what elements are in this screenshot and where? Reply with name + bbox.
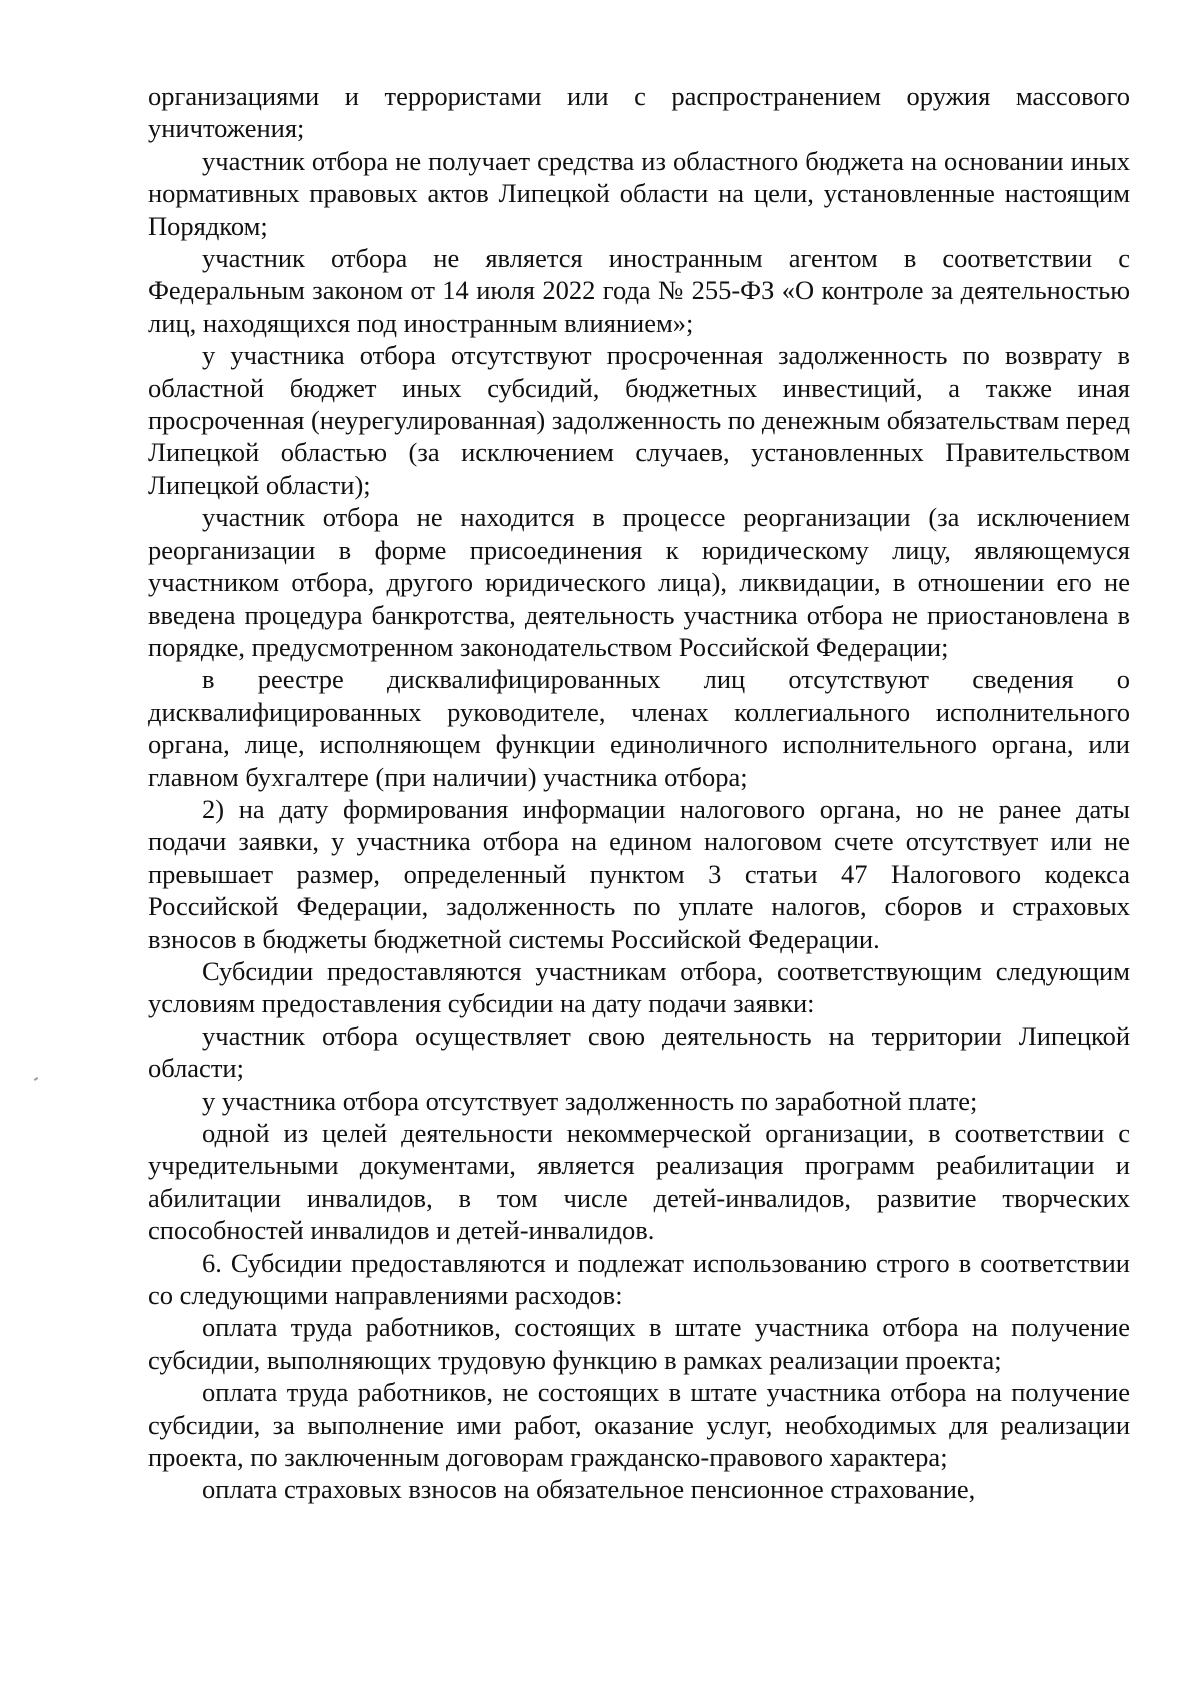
- paragraph-6: в реестре дисквалифицированных лиц отсутствуют сведения о дисквалифицированных руководителе, членах коллегиального исполнительного органа, лице, исполняющем функции единоличного исполнительного органа, или главном бухгалтере (при наличии) участника отбора;: [148, 664, 1130, 792]
- paragraph-2: участник отбора не получает средства из областного бюджета на основании иных нормативных правовых актов Липецкой области на цели, установленные настоящим Порядком;: [148, 145, 1130, 241]
- paragraph-14: оплата труда работников, не состоящих в штате участника отбора на получение субсидии, за выполнение ими работ, оказание услуг, необходимых для реализации проекта, по заключенным договорам гражданско-правового характера;: [148, 1377, 1130, 1473]
- paragraph-7: 2) на дату формирования информации налогового органа, но не ранее даты подачи заявки, у участника отбора на едином налоговом счете отсутствует или не превышает размер, определенный пунктом 3 статьи 47 Налогового кодекса Российской Федерации, задолженность по уплате налогов, сборов и страховых взносов в бюджеты бюджетной системы Российской Федерации.: [148, 793, 1130, 954]
- paragraph-8: Субсидии предоставляются участникам отбора, соответствующим следующим условиям предоставления субсидии на дату подачи заявки:: [148, 955, 1130, 1019]
- paragraph-9: участник отбора осуществляет свою деятельность на территории Липецкой области;: [148, 1020, 1130, 1084]
- paragraph-12: 6. Субсидии предоставляются и подлежат использованию строго в соответствии со следующими направлениями расходов:: [148, 1247, 1130, 1311]
- paragraph-4: у участника отбора отсутствуют просроченная задолженность по возврату в областной бюджет иных субсидий, бюджетных инвестиций, а также иная просроченная (неурегулированная) задолженность по денежным обязательствам перед Липецкой областью (за исключением случаев, установленных Правительством Липецкой области);: [148, 340, 1130, 500]
- paragraph-5: участник отбора не находится в процессе реорганизации (за исключением реорганизации в форме присоединения к юридическому лицу, являющемуся участником отбора, другого юридического лица), ликвидации, в отношении его не введена процедура банкротства, деятельность участника отбора не приостановлена в порядке, предусмотренном законодательством Российской Федерации;: [148, 502, 1130, 662]
- paragraph-11: одной из целей деятельности некоммерческой организации, в соответствии с учредительными документами, является реализация программ реабилитации и абилитации инвалидов, в том числе детей-инвалидов, развитие творческих способностей инвалидов и детей-инвалидов.: [148, 1118, 1130, 1246]
- paragraph-15: оплата страховых взносов на обязательное пенсионное страхование,: [202, 1474, 976, 1505]
- paragraph-3: участник отбора не является иностранным агентом в соответствии с Федеральным законом от 14 июля 2022 года № 255-ФЗ «О контроле за деятельностью лиц, находящихся под иностранным влиянием»;: [148, 243, 1130, 338]
- scan-speck: [34, 1077, 38, 1081]
- paragraph-13: оплата труда работников, состоящих в штате участника отбора на получение субсидии, выполняющих трудовую функцию в рамках реализации проекта;: [148, 1312, 1130, 1375]
- paragraph-1: организациями и террористами или с распространением оружия массового уничтожения;: [148, 81, 1130, 144]
- document-body: [148, 80, 1130, 1506]
- paragraph-10: у участника отбора отсутствует задолженность по заработной плате;: [202, 1085, 978, 1116]
